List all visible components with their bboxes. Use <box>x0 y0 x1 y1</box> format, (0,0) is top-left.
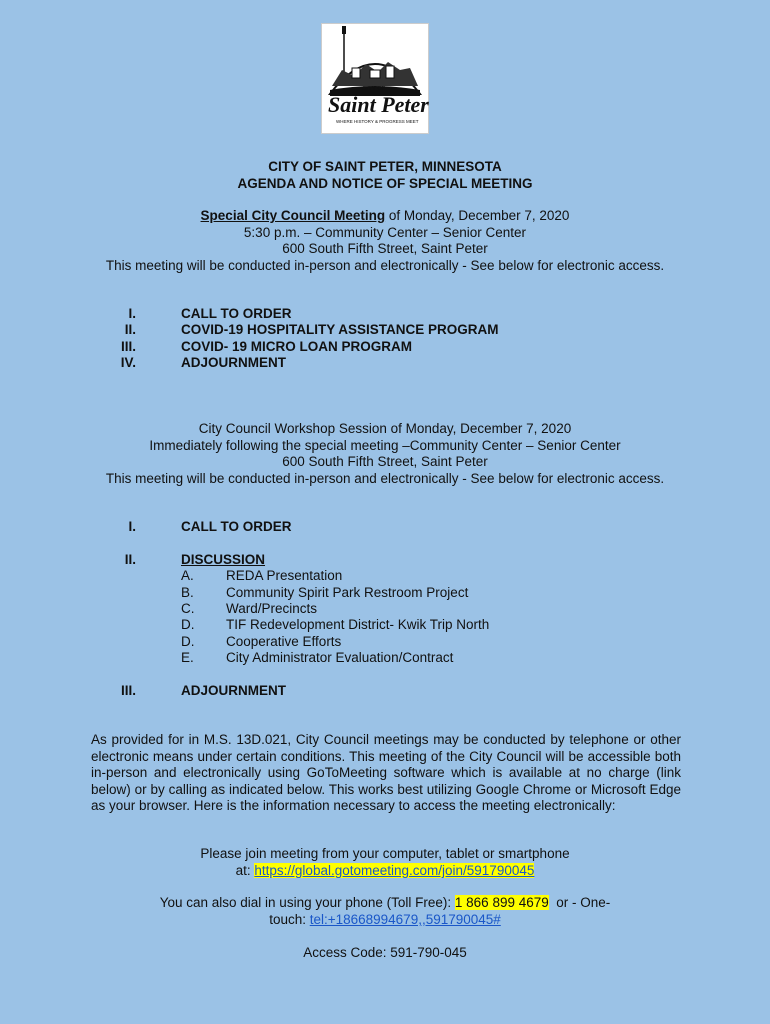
dial-in-line <box>0 895 770 912</box>
join-url-line <box>0 863 770 880</box>
special-meeting-notice: This meeting will be conducted in-person and electronically - See below for electronic access. <box>105 258 665 273</box>
dial-in-prefix: You can also dial in using your phone (Toll Free): <box>159 895 455 910</box>
discussion-item: TIF Redevelopment District- Kwik Trip North <box>226 617 490 632</box>
join-url-link[interactable]: https://global.gotomeeting.com/join/591790045 <box>254 863 535 878</box>
discussion-item: REDA Presentation <box>226 568 343 583</box>
logo-text-bottom: WHERE HISTORY & PROGRESS MEET <box>336 119 419 124</box>
agenda-item-number: IV. <box>120 355 136 370</box>
toll-free-phone: 1 866 899 4679 <box>454 895 549 910</box>
workshop-heading: City Council Workshop Session of Monday, December 7, 2020 <box>198 421 572 436</box>
workshop-item-number: I. <box>128 519 136 534</box>
discussion-item: City Administrator Evaluation/Contract <box>226 650 454 665</box>
special-meeting-heading <box>0 208 770 225</box>
workshop-time: Immediately following the special meeting –Community Center – Senior Center <box>149 438 621 453</box>
workshop-notice: This meeting will be conducted in-person and electronically - See below for electronic access. <box>105 471 665 486</box>
access-code: Access Code: 591-790-045 <box>303 945 467 960</box>
city-logo <box>321 23 429 134</box>
discussion-letter: E. <box>181 650 194 665</box>
special-meeting-time: 5:30 p.m. – Community Center – Senior Center <box>243 225 527 240</box>
discussion-item: Community Spirit Park Restroom Project <box>226 585 469 600</box>
agenda-item-number: III. <box>120 339 136 354</box>
discussion-letter: C. <box>181 601 195 616</box>
discussion-letter: A. <box>181 568 194 583</box>
agenda-item-number: II. <box>124 322 136 337</box>
page-subtitle: AGENDA AND NOTICE OF SPECIAL MEETING <box>237 176 533 191</box>
workshop-item-label: ADJOURNMENT <box>181 683 287 698</box>
discussion-letter: D. <box>181 617 195 632</box>
agenda-item-number: I. <box>128 306 136 321</box>
agenda-item-label: COVID- 19 MICRO LOAN PROGRAM <box>181 339 413 354</box>
agenda-item-label: CALL TO ORDER <box>181 306 292 321</box>
agenda-item-label: COVID-19 HOSPITALITY ASSISTANCE PROGRAM <box>181 322 499 337</box>
join-instructions: Please join meeting from your computer, tablet or smartphone <box>200 846 570 861</box>
discussion-letter: B. <box>181 585 194 600</box>
one-touch-link[interactable]: tel:+18668994679,,591790045# <box>309 912 501 927</box>
join-url-prefix: at: <box>235 863 255 878</box>
workshop-item-label: DISCUSSION <box>181 552 266 567</box>
special-meeting-date: of Monday, December 7, 2020 <box>385 208 570 223</box>
logo-text-main: Saint Peter <box>328 92 429 117</box>
agenda-item-label: ADJOURNMENT <box>181 355 287 370</box>
special-meeting-address: 600 South Fifth Street, Saint Peter <box>282 241 488 256</box>
logo-text-top: CITY OF <box>362 86 385 92</box>
dial-in-mid: or - One- <box>548 895 611 910</box>
workshop-item-number: II. <box>124 552 136 567</box>
one-touch-prefix: touch: <box>269 912 310 927</box>
page-title: CITY OF SAINT PETER, MINNESOTA <box>268 159 502 174</box>
discussion-item: Cooperative Efforts <box>226 634 342 649</box>
workshop-address: 600 South Fifth Street, Saint Peter <box>282 454 488 469</box>
discussion-item: Ward/Precincts <box>226 601 318 616</box>
electronic-access-paragraph: As provided for in M.S. 13D.021, City Council meetings may be conducted by telephone or other electronic means under certain conditions. This meeting of the City Council will be accessible both in-person and electronically using GoToMeeting software which is available at no charge (link below) or by calling as indicated below. This works best utilizing Google Chrome or Microsoft Edge as your browser. Here is the information necessary to access the meeting electronically: <box>91 732 681 813</box>
discussion-letter: D. <box>181 634 195 649</box>
one-touch-line <box>0 912 770 929</box>
special-meeting-name: Special City Council Meeting <box>200 208 386 223</box>
workshop-item-label: CALL TO ORDER <box>181 519 292 534</box>
workshop-item-number: III. <box>120 683 136 698</box>
